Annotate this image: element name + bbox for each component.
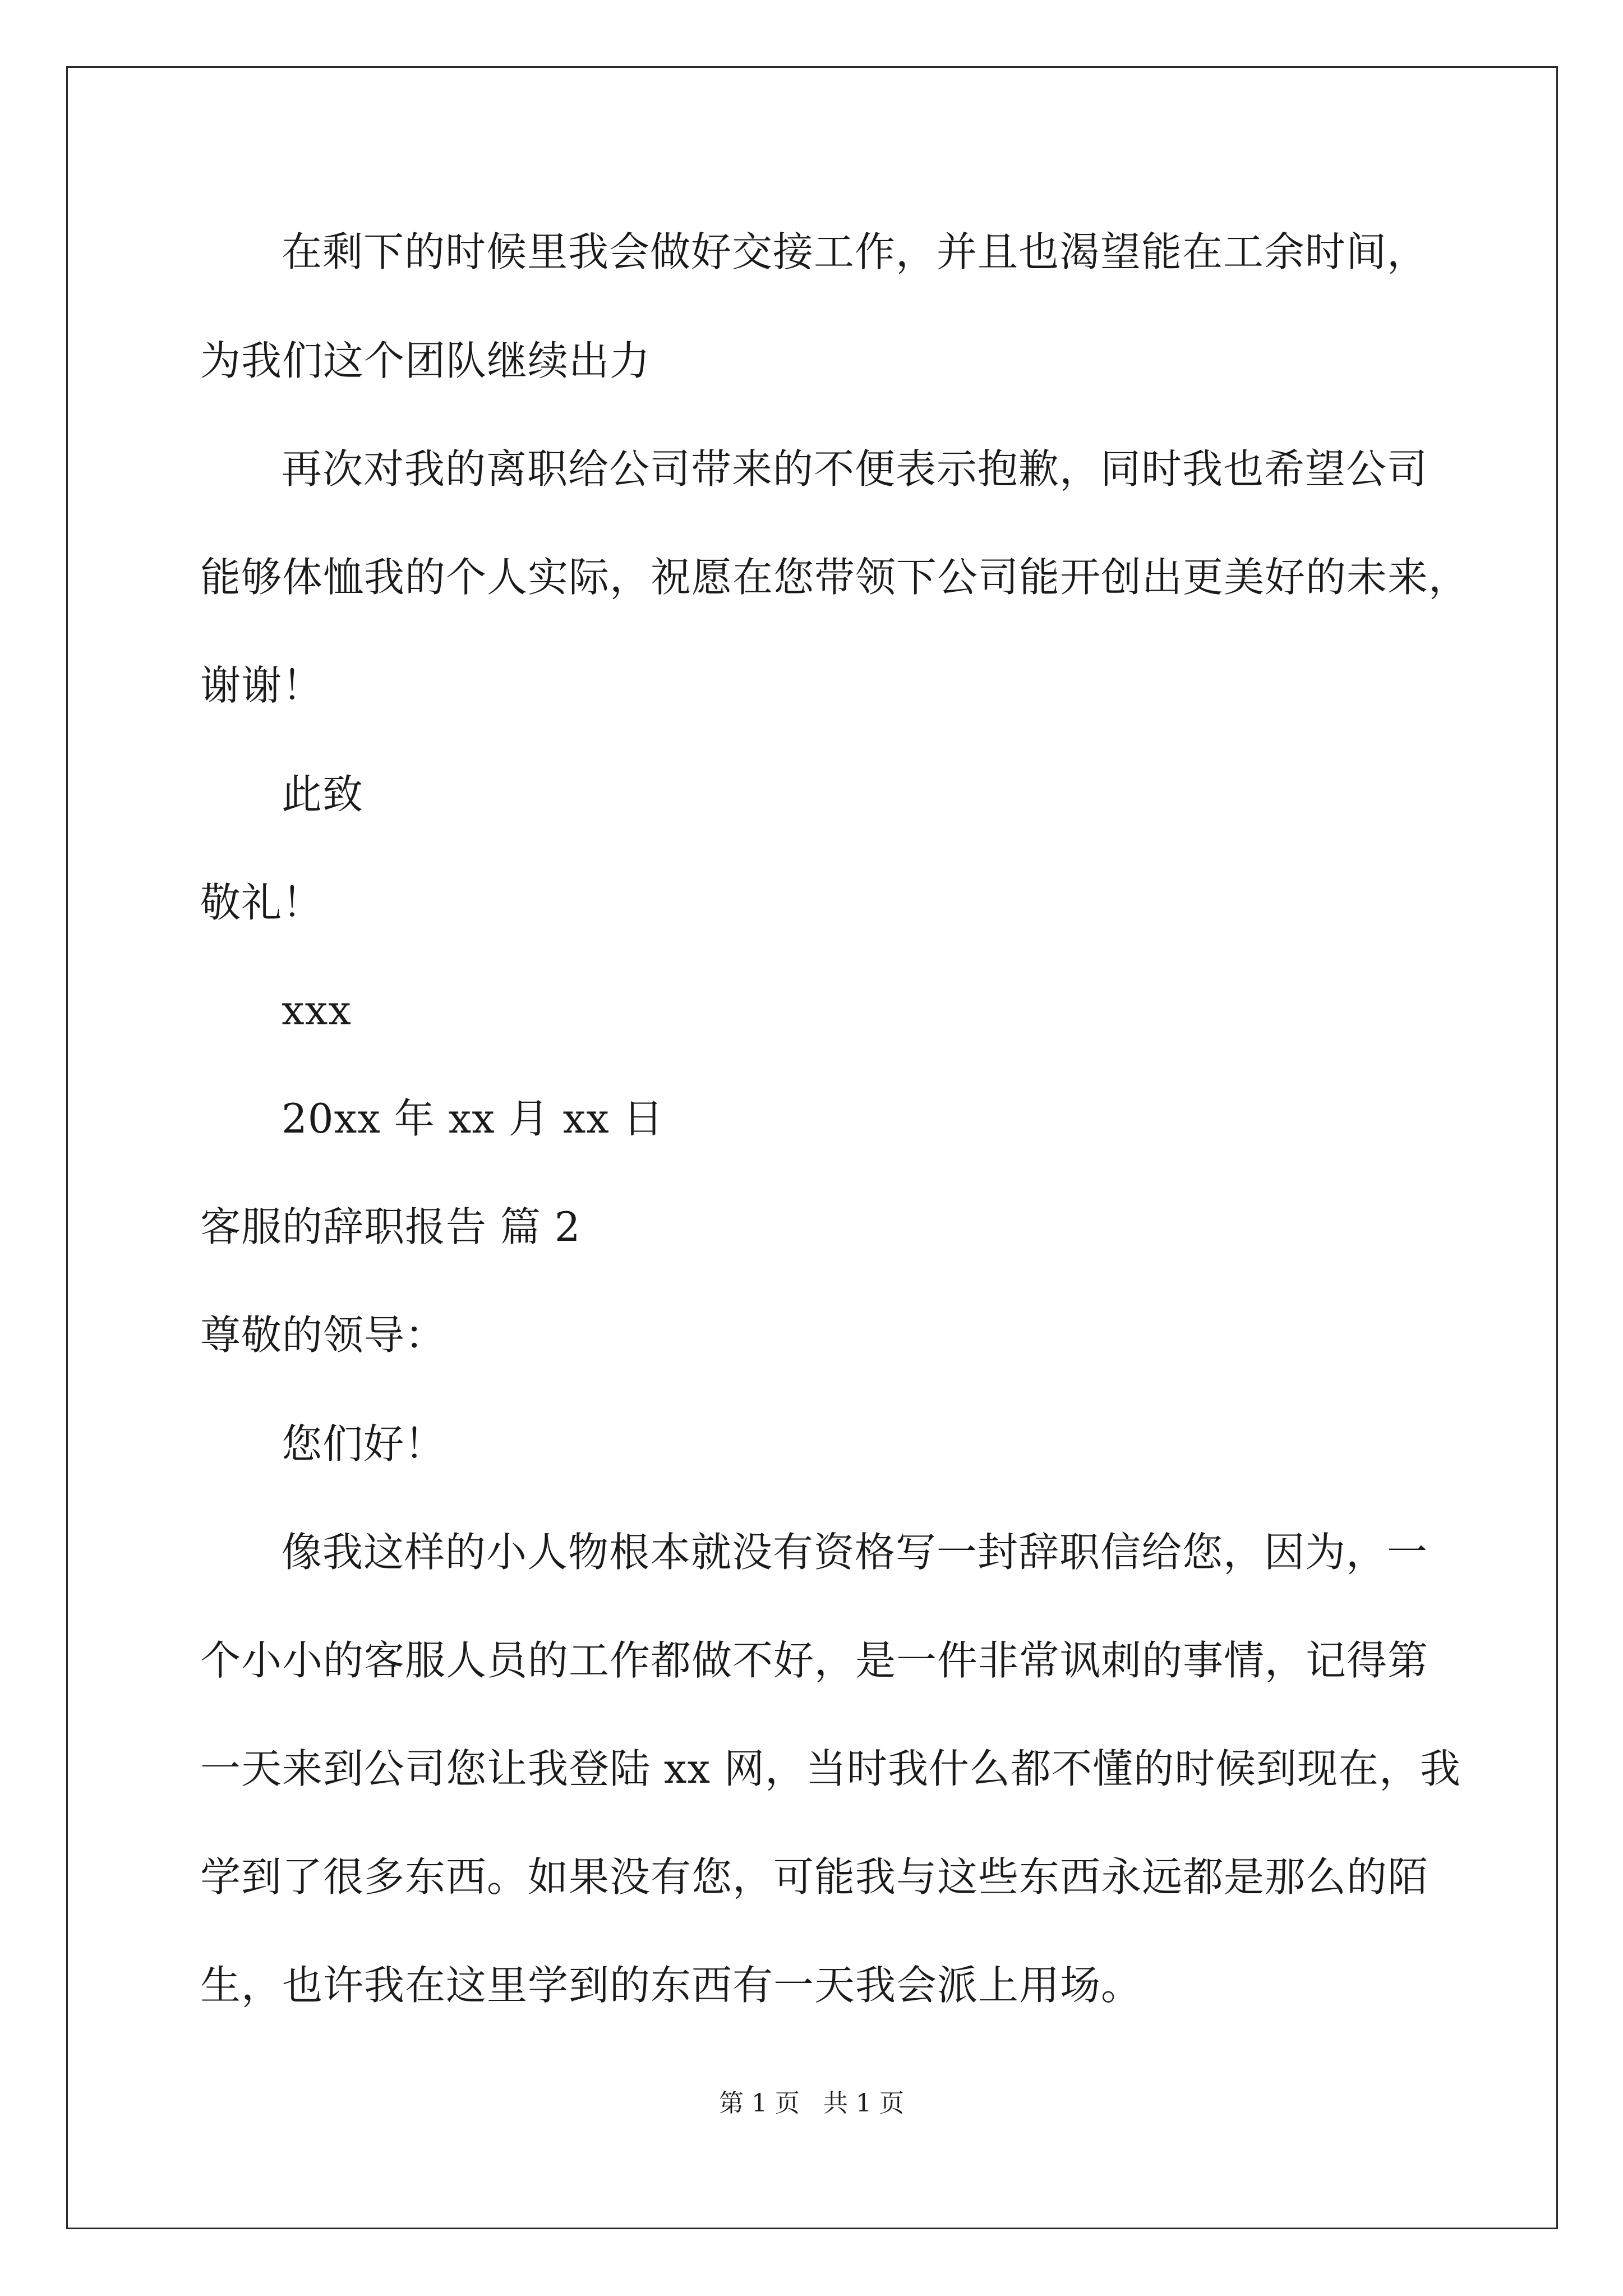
closing-salutation: 此致 — [282, 771, 364, 818]
paragraph-line: 学到了很多东西。如果没有您，可能我与这些东西永远都是那么的陌 — [200, 1853, 1429, 1901]
paragraph-line: 生，也许我在这里学到的东西有一天我会派上用场。 — [200, 1962, 1142, 2009]
paragraph-line: 能够体恤我的个人实际，祝愿在您带领下公司能开创出更美好的未来， — [200, 554, 1470, 601]
paragraph-line: 谢谢！ — [200, 662, 324, 709]
paragraph-line: 为我们这个团队继续出力 — [200, 337, 651, 384]
signature-date: 20xx 年 xx 月 xx 日 — [282, 1095, 664, 1142]
signature-name: xxx — [282, 987, 352, 1034]
greeting-line: 您们好！ — [282, 1420, 446, 1467]
paragraph-line: 在剩下的时候里我会做好交接工作，并且也渴望能在工余时间， — [282, 228, 1428, 275]
paragraph-line: 再次对我的离职给公司带来的不便表示抱歉，同时我也希望公司 — [282, 445, 1428, 493]
paragraph-line: 个小小的客服人员的工作都做不好，是一件非常讽刺的事情，记得第 — [200, 1637, 1429, 1684]
greeting: 尊敬的领导： — [200, 1312, 446, 1359]
section-heading: 客服的辞职报告 篇 2 — [200, 1203, 581, 1250]
page-footer: 第 1 页 共 1 页 — [719, 2089, 904, 2118]
paragraph-line: 像我这样的小人物根本就没有资格写一封辞职信给您，因为，一 — [282, 1529, 1428, 1576]
paragraph-line: 一天来到公司您让我登陆 xx 网，当时我什么都不懂的时候到现在，我 — [200, 1745, 1461, 1792]
page-border — [66, 66, 1558, 2229]
closing-regards: 敬礼！ — [200, 879, 324, 926]
